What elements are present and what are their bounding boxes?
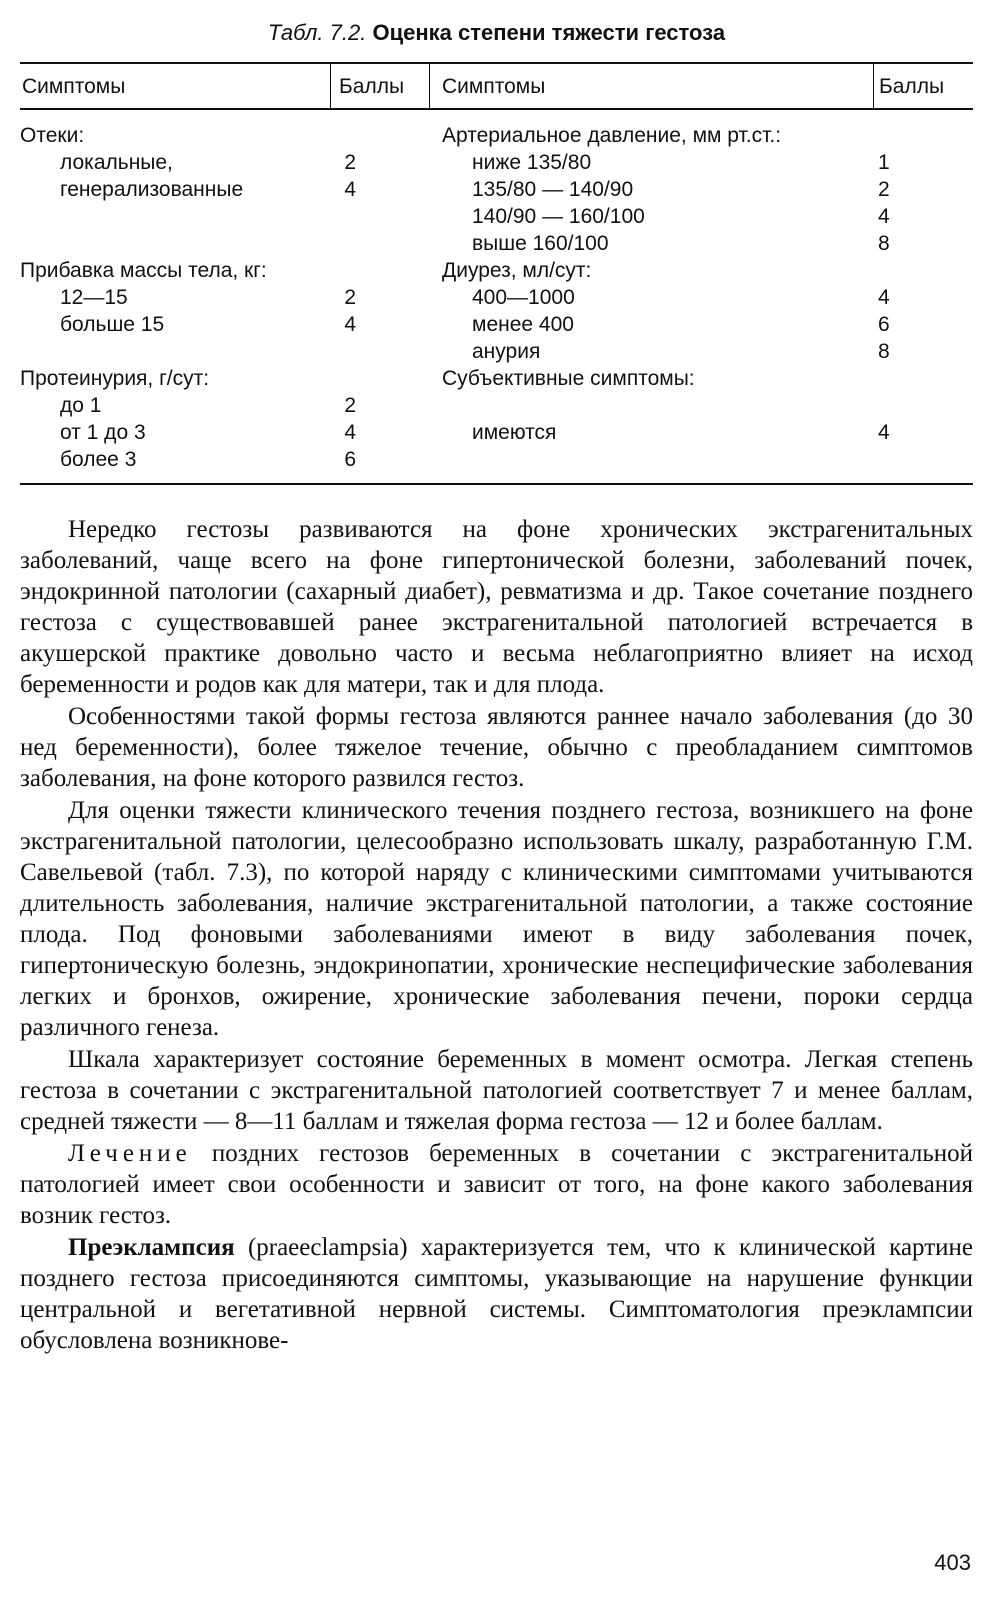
header-symptoms-right: Симптомы <box>442 74 546 98</box>
table-row <box>430 176 973 203</box>
table-spacer <box>20 230 430 257</box>
symptom-cell: больше 15 <box>60 313 165 336</box>
symptom-cell: Диурез, мл/сут: <box>442 259 592 282</box>
score-cell <box>873 122 973 149</box>
symptom-cell: Прибавка массы тела, кг: <box>20 259 267 282</box>
table-spacer <box>20 203 430 230</box>
symptom-cell: 12—15 <box>60 286 128 309</box>
symptom-cell: ниже 135/80 <box>472 151 592 174</box>
table-bottom-rule <box>20 483 973 485</box>
paragraph: Нередко гестозы развиваются на фоне хронических экстрагенитальных заболеваний, чаще всего на фоне гипертонической болезни, заболеваний почек, эндокринной патологии (сахарный диабет), ревматизма и др. Такое сочетание позднего гестоза с существовавшей ранее экстрагенитальной патологией встречается в акушерской практике довольно часто и весьма неблагоприятно влияет на исход беременности и родов как для матери, так и для плода. <box>20 516 973 698</box>
table-row <box>430 230 973 257</box>
table-row <box>20 284 430 311</box>
paragraph: Для оценки тяжести клинического течения позднего гестоза, возникшего на фоне экстрагенитальной патологии, целесообразно использовать шкалу, разработанную Г.М. Савельевой (табл. 7.3), по которой наряду с клиническими симптомами учитываются длительность заболевания, наличие экстрагенитальной патологии, а также состояние плода. Под фоновыми заболеваниями имеют в виду заболевания почек, гипертоническую болезнь, эндокринопатии, хронические неспецифические заболевания легких и бронхов, ожирение, хронические заболевания печени, пороки сердца различного генеза. <box>20 797 973 1041</box>
symptom-cell: до 1 <box>60 394 102 417</box>
score-cell <box>873 257 973 284</box>
table-row <box>430 149 973 176</box>
bold-term: Преэклампсия <box>68 1234 235 1261</box>
table-row <box>430 419 973 446</box>
score-cell: 1 <box>878 151 890 174</box>
symptom-cell: Протеинурия, г/сут: <box>20 367 210 390</box>
table-row <box>20 122 430 149</box>
paragraph: Шкала характеризует состояние беременных в момент осмотра. Легкая степень гестоза в сочетании с экстрагенитальной патологией соответствует 7 и менее баллам, средней тяжести — 8—11 баллам и тяжелая форма гестоза — 12 и более баллам. <box>20 1046 973 1135</box>
score-cell <box>330 122 430 149</box>
paragraph <box>20 1232 973 1356</box>
symptom-cell: имеются <box>472 421 557 444</box>
score-cell <box>873 365 973 392</box>
table-row <box>430 203 973 230</box>
header-scores-right: Баллы <box>873 64 973 108</box>
table-number: Табл. 7.2. <box>267 20 367 45</box>
symptom-cell: Субъективные симптомы: <box>442 367 695 390</box>
paragraph-text: поздних гестозов беременных в сочетании с экстрагенитальной патологией имеет свои особенности и зависит от того, на фоне какого заболевания возник гестоз. <box>20 1140 973 1229</box>
paragraph: Особенностями такой формы гестоза являются раннее начало заболевания (до 30 нед беременности), более тяжелое течение, обычно с преобладанием симптомов заболевания, на фоне которого развился гестоз. <box>20 703 973 792</box>
table-row <box>20 392 430 419</box>
symptom-cell: Артериальное давление, мм рт.ст.: <box>442 124 782 147</box>
score-cell: 6 <box>344 448 357 471</box>
table-spacer <box>20 338 430 365</box>
score-cell: 8 <box>878 232 890 255</box>
paragraph-text: (praeeclampsia) характеризуется тем, что к клинической картине позднего гестоза присоединяются симптомы, указывающие на нарушение функции центральной и вегетативной нервной системы. Симптоматология преэклампсии обусловлена возникнове- <box>20 1234 973 1354</box>
score-cell: 4 <box>878 205 890 228</box>
table-right-half <box>430 122 973 473</box>
table-row <box>20 419 430 446</box>
table-row <box>20 257 430 284</box>
score-cell: 2 <box>344 151 357 174</box>
table-header <box>20 64 973 110</box>
table-row <box>20 311 430 338</box>
symptom-cell: Отеки: <box>20 124 85 147</box>
symptom-cell: локальные, <box>60 151 173 174</box>
body-text <box>20 514 973 1357</box>
table-row <box>430 122 973 149</box>
table-body <box>20 110 973 483</box>
score-cell: 4 <box>344 313 357 336</box>
table-title: Оценка степени тяжести гестоза <box>372 20 726 45</box>
paragraph <box>20 1138 973 1231</box>
table-row <box>430 338 973 365</box>
severity-table <box>20 62 973 485</box>
symptom-cell: от 1 до 3 <box>60 421 146 444</box>
table-spacer <box>430 392 973 419</box>
table-left-half <box>20 122 430 473</box>
score-cell: 4 <box>878 286 890 309</box>
spaced-term: Лечение <box>68 1140 192 1167</box>
page-number: 403 <box>934 1550 971 1575</box>
score-cell: 4 <box>344 421 357 444</box>
score-cell: 8 <box>878 340 890 363</box>
symptom-cell: менее 400 <box>472 313 574 336</box>
score-cell <box>330 257 430 284</box>
score-cell: 4 <box>344 178 357 201</box>
score-cell: 4 <box>878 421 890 444</box>
score-cell: 2 <box>344 286 357 309</box>
header-scores-left: Баллы <box>330 64 430 108</box>
score-cell: 2 <box>878 178 890 201</box>
table-row <box>430 257 973 284</box>
table-row <box>20 446 430 473</box>
symptom-cell: генерализованные <box>60 178 244 201</box>
header-symptoms-left: Симптомы <box>22 74 126 98</box>
symptom-cell: анурия <box>472 340 541 363</box>
score-cell: 2 <box>344 394 357 417</box>
table-row <box>20 176 430 203</box>
table-row <box>20 365 430 392</box>
symptom-cell: более 3 <box>60 448 137 471</box>
table-caption <box>0 20 993 46</box>
score-cell: 6 <box>878 313 890 336</box>
symptom-cell: 135/80 — 140/90 <box>472 178 634 201</box>
table-row <box>430 284 973 311</box>
score-cell <box>330 365 430 392</box>
table-row <box>20 149 430 176</box>
symptom-cell: 400—1000 <box>472 286 575 309</box>
table-row <box>430 311 973 338</box>
symptom-cell: выше 160/100 <box>472 232 609 255</box>
table-row <box>430 365 973 392</box>
symptom-cell: 140/90 — 160/100 <box>472 205 645 228</box>
